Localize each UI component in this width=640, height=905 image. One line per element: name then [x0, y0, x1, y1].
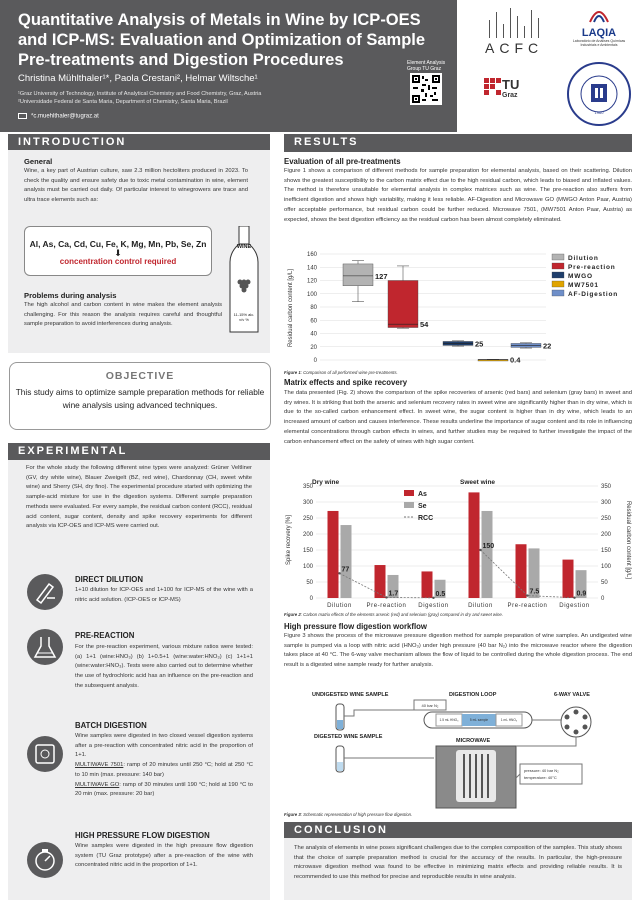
figure-3-caption: [284, 812, 632, 817]
poster-title: Quantitative Analysis of Metals in Wine by ICP-OES and ICP-MS: Evaluation and Optimization of Sample Pre-treatments and Digestion Procedures: [18, 11, 426, 69]
evaluation-text: Figure 1 shows a comparison of different methods for sample preparation for elemental analysis, based on their scattering. Dilution shows the greatest susceptibility to the carbon matrix effect due to the high residual carbon, which leads to biased and inflated values. The method is therefore unsuitable for elemental analysis in complex matrices such as wine. The pre-reaction also suffers from inefficient digestion and shows high variability, making it less reliable. AF-Digestion and Microwave GO (MWGO Anton Paar, Austria) offer acceptable performance, but residual carbon could be further reduced. Microwave 7501, (MW7501 Anton Paar, Austria) as expected, shows the best digestion efficiency as the residual carbon has been almost completely eliminated.: [284, 168, 632, 223]
figure-2-bar-as: [375, 565, 386, 598]
figure-2-y2tick: 100: [601, 564, 612, 570]
reactor-parameters: [520, 764, 582, 784]
wf-microwave-label: MICROWAVE: [456, 738, 491, 744]
multiwave-go-label: MULTIWAVE GO: [75, 781, 120, 788]
figure-2-y2tick: 300: [601, 500, 612, 506]
figure-2-y2tick: 200: [601, 532, 612, 538]
figure-2-caption-text: : Carbon matrix effects of the elements arsenic (red) and selenium (gray) compared in dry and sweet wine.: [300, 612, 504, 617]
multiwave-7501-label: MULTIWAVE 7501: [75, 762, 124, 769]
wf-loop-l3: 1 mL HNO₃: [500, 718, 518, 722]
wf-digested-label: DIGESTED WINE SAMPLE: [314, 734, 383, 740]
wf-pressure: pressure: 40 bar N₂: [524, 768, 559, 773]
figure-2-rcc-point: [573, 597, 575, 599]
figure-2-rcc-point: [338, 572, 340, 574]
evaluation-title: Evaluation of all pre-treatments: [284, 157, 401, 166]
figure-2-rcc-label: 0.9: [576, 590, 587, 598]
figure-2-rcc-label: 77: [341, 566, 350, 574]
wf-valve-label: 6-WAY VALVE: [554, 692, 590, 698]
control-required: concentration control required: [59, 257, 177, 266]
ufsm-seal: [567, 62, 631, 126]
figure-1-boxplot: [284, 248, 632, 368]
figure-1-box: [343, 264, 373, 286]
affiliation-1: ¹Graz University of Technology, Institute of Analytical Chemistry and Food Chemistry, Graz, Austria: [18, 91, 262, 97]
figure-1-ytick: 80: [310, 305, 317, 311]
figure-2-rcc-line-dry: [340, 573, 434, 597]
figure-3-caption-label: Figure 3: [284, 812, 301, 817]
figure-2-bar-as: [328, 511, 339, 598]
figure-2-xtick: Digestion: [559, 603, 590, 609]
figure-2-xtick: Digestion: [418, 603, 449, 609]
matrix-text: The data presented (Fig. 2) shows the comparison of the spike recoveries of arsenic (red bars) and selenium (gray bars) in sweet and dry wines. It is striking that both the arsenic and selenium recovery rates in sweet wine are significantly higher than in dry wine, which is due to the so-called carbon enhancement effect. In sweet wine, the sugar content is higher than in dry wine, which leads to an increased amount of carbon and causes interference. These results underline the importance of sugar content and its role in influencing elemental concentrations through carbon effects in wines, and further studies may be required to further investigate the impact of the carbon enhancement effect on the safety of wines with high sugar content.: [284, 390, 632, 445]
figure-1-ytick: 160: [306, 252, 317, 258]
objective-text: This study aims to optimize sample preparation methods for reliable wine analysis using advanced techniques.: [15, 387, 265, 410]
laqia-logo-text: LAQIA: [581, 27, 617, 39]
figure-2-legend-swatch: [404, 490, 414, 496]
objective-box: [9, 362, 271, 430]
figure-2-y2tick: 150: [601, 548, 612, 554]
figure-1-legend-label: Dilution: [568, 255, 599, 262]
wf-loop-l2: 5 mL sample: [469, 718, 489, 722]
metals-list: Al, As, Ca, Cd, Cu, Fe, K, Mg, Mn, Pb, Se, Zn: [29, 239, 207, 249]
figure-1-ytick: 40: [310, 331, 317, 338]
figure-1-value-label: 127: [375, 271, 388, 281]
figure-2-barchart: [284, 474, 632, 612]
figure-1-ylabel: Residual carbon content [g/L]: [288, 268, 294, 348]
figure-1-value-label: 22: [543, 341, 552, 351]
figure-2-ytick: 300: [302, 500, 313, 506]
figure-1-caption-label: Figure 1: [284, 370, 301, 375]
figure-1-legend-swatch: [552, 254, 564, 260]
arrow-down-icon: ⬇: [114, 248, 122, 258]
multiwave-7501-text: : ramp of 20 minutes until 250 °C; hold at 250 °C to 10 min (max. pressure: 140 bar): [75, 762, 253, 778]
direct-dilution-title: DIRECT DILUTION: [75, 575, 144, 584]
section-experimental: EXPERIMENTAL: [8, 443, 270, 461]
general-title: General: [24, 157, 53, 166]
wf-undigested-label: UNDIGESTED WINE SAMPLE: [312, 692, 389, 698]
figure-2-xtick: Dilution: [327, 603, 352, 609]
figure-2-rcc-point: [526, 594, 528, 596]
figure-1-legend-label: Pre-reaction: [568, 264, 616, 271]
figure-2-caption: [284, 612, 632, 617]
figure-1-ytick: 60: [310, 318, 317, 325]
figure-2-rcc-point: [385, 596, 387, 598]
wine-label: WINE: [236, 244, 252, 250]
figure-2-legend-swatch: [404, 502, 414, 508]
figure-2-y2tick: 0: [601, 596, 605, 602]
ufsm-year: 1960: [594, 110, 604, 115]
affiliation-2: ²Universidade Federal de Santa Maria, Department of Chemistry, Santa Maria, Brazil: [18, 99, 228, 105]
figure-2-rcc-label: 150: [482, 543, 495, 550]
matrix-title: Matrix effects and spike recovery: [284, 378, 408, 387]
ufsm-seal-icon: [569, 64, 629, 124]
figure-1-legend-swatch: [552, 263, 564, 269]
figure-2-ytick: 0: [309, 596, 313, 602]
tu-graz-logo: [484, 78, 518, 102]
laqia-emblem-icon: [588, 8, 610, 24]
wf-40bar: 40 bar N₂: [421, 703, 439, 708]
figure-2-legend-label: Se: [418, 503, 427, 510]
figure-2-bar-se: [482, 511, 493, 598]
poster-header: [0, 0, 640, 132]
batch-digestion-title: BATCH DIGESTION: [75, 721, 147, 730]
figure-2-bar-as: [422, 571, 433, 598]
direct-dilution-icon: [27, 574, 63, 610]
high-pressure-icon: [27, 842, 63, 878]
figure-2-y2tick: 250: [601, 516, 612, 522]
figure-1-value-label: 0.4: [510, 355, 521, 365]
figure-1-legend-swatch: [552, 290, 564, 296]
laqia-logo: [565, 8, 633, 47]
figure-2-rcc-label: 1.7: [388, 590, 399, 598]
figure-1-box: [388, 281, 418, 328]
figure-1-ytick: 140: [306, 265, 317, 272]
affiliations: [18, 90, 261, 106]
wf-loop-l1: 1.5 mL HNO₃: [439, 718, 459, 722]
authors: Christina Mühlthaler¹*, Paola Crestani², Helmar Wiltsche¹: [18, 73, 258, 84]
email-text: *c.muehlthaler@tugraz.at: [31, 113, 99, 120]
wf-temperature: temperature: 40°C: [524, 775, 557, 780]
pre-reaction-title: PRE-REACTION: [75, 631, 135, 640]
figure-1-legend-label: MWGO: [568, 273, 593, 280]
figure-2-xtick: Pre-reaction: [366, 603, 407, 609]
wine-alcohol: 11-15% alc. v/v %: [233, 312, 255, 322]
figure-2-ytick: 100: [302, 564, 313, 570]
figure-2-rcc-point: [432, 597, 434, 599]
figure-2-rcc-label: 7.5: [529, 588, 540, 596]
tu-text: TU: [502, 77, 520, 92]
tu-graz-text: [502, 78, 519, 91]
figure-2-xtick: Pre-reaction: [507, 603, 548, 609]
figure-1-ytick: 100: [306, 291, 317, 298]
high-pressure-text: Wine samples were digested in the high pressure flow digestion system (TU Graz prototype) after a pre-reaction of the wine with concentrated nitric acid in the proportion of 1+1.: [75, 843, 253, 869]
tu-graz-sub: Graz: [502, 92, 518, 99]
figure-1-ytick: 0: [313, 358, 317, 364]
figure-1-legend-label: AF-Digestion: [568, 291, 619, 298]
figure-3-caption-text: : Schematic representation of high pressure flow digestion.: [300, 812, 413, 817]
high-pressure-title: HIGH PRESSURE FLOW DIGESTION: [75, 831, 210, 840]
figure-1-legend-swatch: [552, 281, 564, 287]
figure-2-ytick: 50: [306, 580, 313, 586]
figure-2-ytick: 150: [302, 548, 313, 554]
email[interactable]: [18, 113, 99, 120]
figure-2-bar-as: [469, 492, 480, 598]
wine-bottle: [226, 226, 262, 334]
problems-text: The high alcohol and carbon content in wine makes the element analysis challenging. For this reason the analysis requires careful and thoughtful sample preparation to avoid interferences during analysis.: [24, 302, 222, 328]
figure-2-rcc-point: [479, 549, 481, 551]
section-introduction: INTRODUCTION: [8, 134, 270, 152]
figure-2-ylabel: Spike recovery [%]: [286, 514, 292, 566]
conclusion-panel: [284, 838, 632, 900]
acfc-logo-text: ACFC: [485, 40, 544, 56]
figure-1-caption-text: : Comparison of all performed wine pre-treatments.: [300, 370, 398, 375]
qr-code-image: [412, 75, 440, 103]
figure-2-group-dry: Dry wine: [312, 479, 340, 486]
figure-1-ytick: 120: [306, 278, 317, 285]
qr-label: Element Analysis Group TU Graz: [407, 60, 446, 72]
hp-workflow-title: High pressure flow digestion workflow: [284, 622, 427, 631]
envelope-icon: [18, 113, 27, 119]
problems-title: Problems during analysis: [24, 291, 117, 300]
figure-1-value-label: 54: [420, 320, 429, 330]
figure-1-legend-swatch: [552, 272, 564, 278]
figure-2-ytick: 200: [302, 532, 313, 538]
figure-2-legend-label: RCC: [418, 515, 434, 522]
figure-2-group-sweet: Sweet wine: [460, 479, 496, 486]
batch-digestion-icon: [27, 736, 63, 772]
section-results: RESULTS: [284, 134, 632, 152]
figure-2-bar-se: [341, 525, 352, 598]
hp-workflow-text: Figure 3 shows the process of the microwave pressure digestion method for sample preparation of wine samples. An undigested wine sample is pumped via a loop with nitric acid (HNO₃) under high pressure (40 bar N₂) into the microwave reactor where the digestion takes place at 40 °C. The 6-way valve mechanism allows the flow of liquid to be controlled during the whole digestion process. The end result is a digested wine sample ready for further analysis.: [284, 633, 632, 669]
batch-digestion-text: [75, 732, 253, 800]
qr-code[interactable]: [410, 73, 442, 105]
conclusion-text: The analysis of elements in wine poses significant challenges due to the complex composition of the samples. This study shows that the choice of sample preparation method is crucial for the accuracy of the results. In particular, the high-pressure microwave digestion method was found to be effective in minimizing matrix effects and providing reliable results. It is recommended to use this method for precise and reproducible results in wine analysis.: [294, 845, 622, 881]
figure-2-y2tick: 50: [601, 580, 608, 586]
laqia-logo-sub: Laboratório de Análises Químicas Industriais e Ambientais: [572, 39, 626, 47]
multiwave-go-text: : ramp of 30 minutes until 190 °C; hold at 190 °C to 20 min (max. pressure: 20 bar): [75, 781, 253, 798]
figure-3-workflow: [284, 690, 632, 812]
figure-2-ytick: 250: [302, 516, 313, 522]
pre-reaction-icon: [27, 629, 63, 665]
figure-2-xtick: Dilution: [468, 603, 493, 609]
metals-box: [24, 226, 212, 276]
figure-2-y2label: Residual carbon content [g/L]: [625, 500, 631, 580]
figure-2-rcc-line-sweet: [481, 550, 575, 598]
figure-2-legend-label: As: [418, 491, 427, 498]
figure-1-ytick: 20: [310, 344, 317, 351]
figure-2-rcc-label: 0.5: [435, 590, 446, 598]
figure-2-bar-as: [563, 560, 574, 598]
figure-1-caption: [284, 370, 632, 375]
wf-loop-label: DIGESTION LOOP: [449, 692, 497, 698]
figure-2-ytick: 350: [302, 484, 313, 490]
figure-1-value-label: 25: [475, 339, 484, 349]
section-conclusion: CONCLUSION: [284, 822, 632, 840]
figure-1-legend-label: MW7501: [568, 282, 599, 289]
figure-2-caption-label: Figure 2: [284, 612, 301, 617]
direct-dilution-text: 1+10 dilution for ICP-OES and 1+100 for ICP-MS of the wine with a nitric acid solution. (ICP-OES or ICP-MS): [75, 587, 253, 603]
objective-title: OBJECTIVE: [105, 370, 175, 382]
pre-reaction-text: For the pre-reaction experiment, various mixture ratios were tested: (a) 1+1 (wine:HNO₃) (b) 1+0.5+1 (wine:water:HNO₃) (c) 1+1+1 (wine:water:HNO₃). Tests were also carried out to determine whether the use of hydrochloric acid has an influence on the pre-reaction and the subsequent analysis.: [75, 644, 253, 689]
figure-2-y2tick: 350: [601, 484, 612, 490]
experimental-intro: For the whole study the following different wine types were analyzed: Grüner Veltliner (GV, dry white wine), Blauer Zweigelt (BZ, red wine), Chardonnay (CH, sweet white wine) and Sherry (SH, dry fino). The experimental procedure started with optimizing the sample-acid mixture for use in the digestion systems. Different sample preparation methods were evaluated. For every sample, the residual carbon content (RCC), residual acid content, sugar content, density and spike recovery experiments for different analysis via ICP-OES and ICP-MS were carried out.: [26, 465, 252, 530]
batch-digestion-intro: Wine samples were digested in two closed vessel digestion systems after a pre-reaction with concentrated nitric acid in the proportion of 1+1.: [75, 733, 253, 759]
figure-2-bar-as: [516, 544, 527, 598]
general-text: Wine, a key part of Austrian culture, saw 2.3 million hectoliters produced in 2023. To check the quality and ensure safety due to toxic metal contamination in wine, element analysis must be carried out daily. Of particular interest to winegrowers are trace and ultra trace elements such as:: [24, 168, 248, 204]
acfc-logo: [485, 8, 555, 58]
